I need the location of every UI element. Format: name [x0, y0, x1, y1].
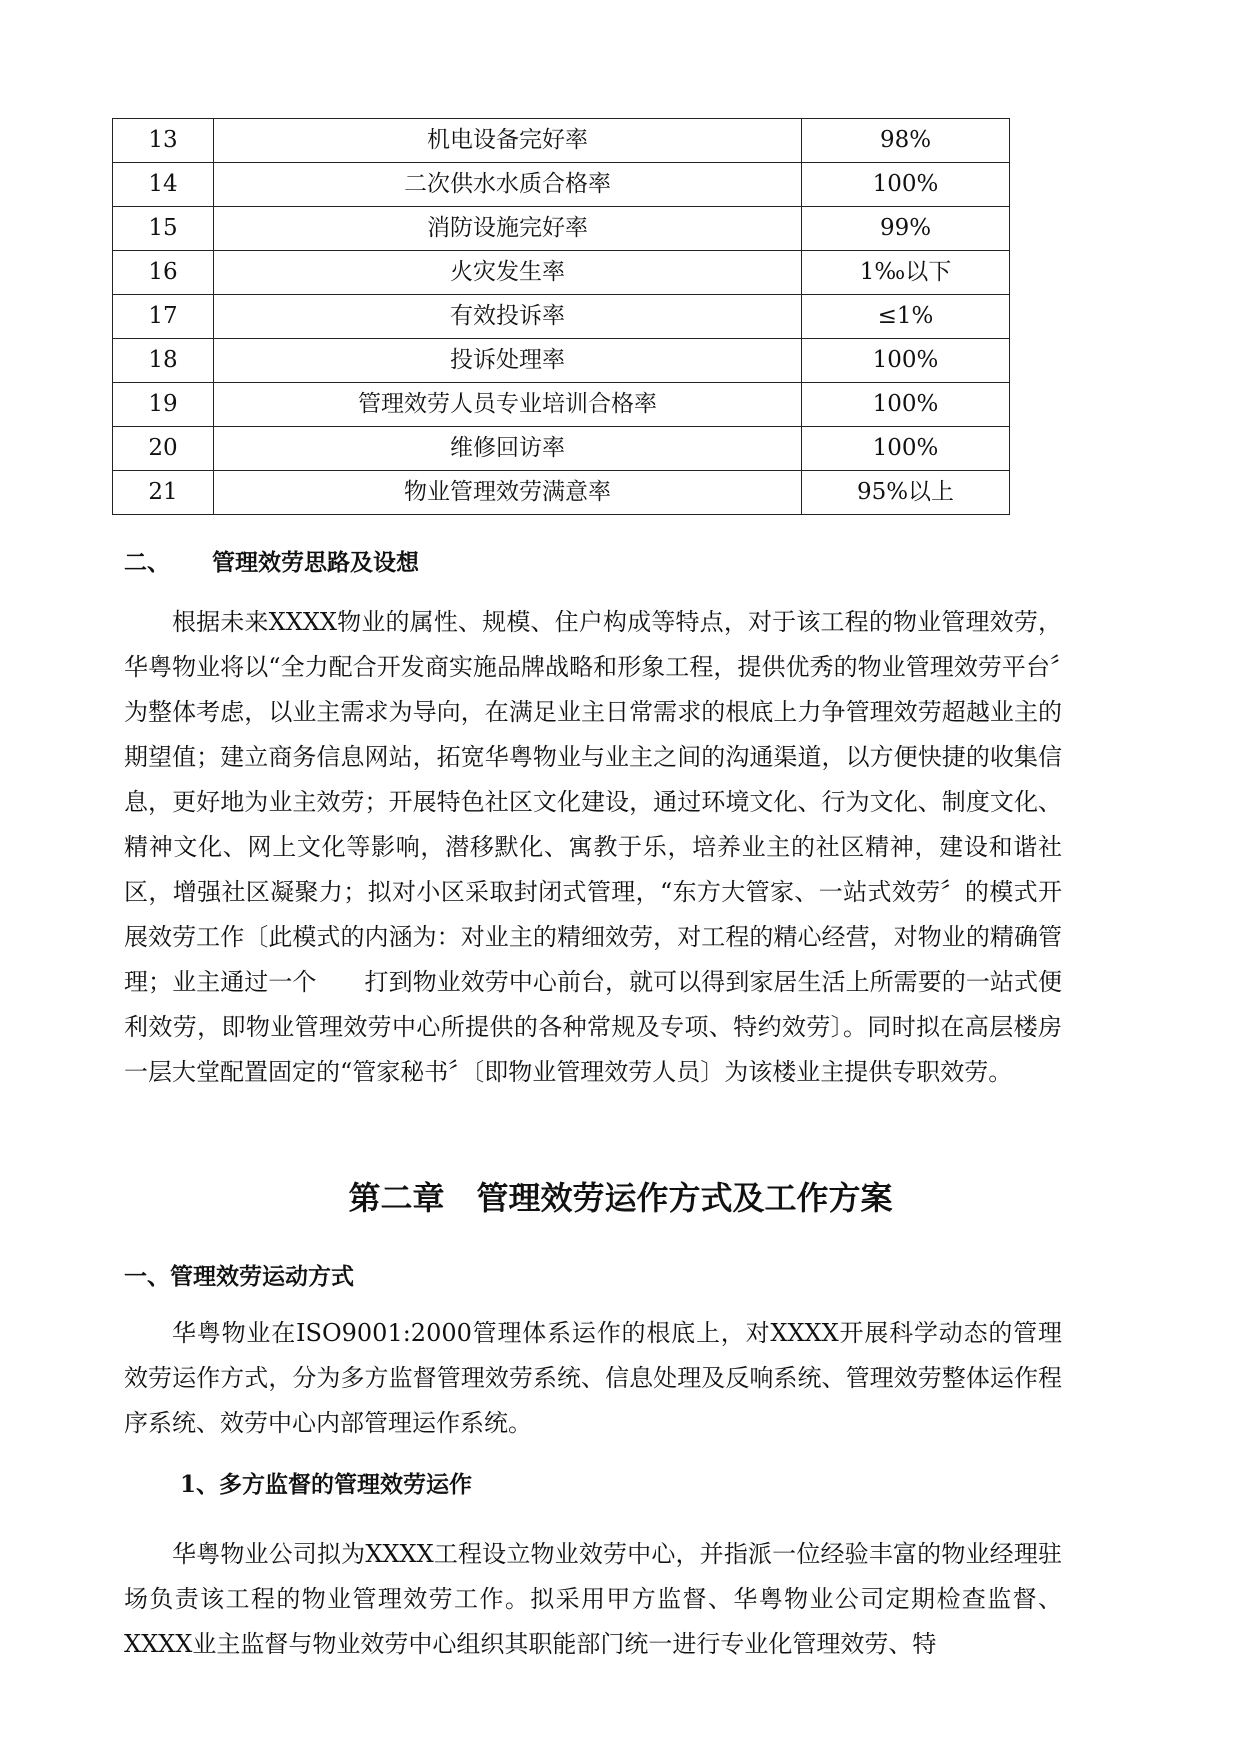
metric-value: 100%: [802, 163, 1010, 207]
row-number: 19: [113, 383, 214, 427]
metric-value: 98%: [802, 119, 1010, 163]
metric-name: 机电设备完好率: [214, 119, 802, 163]
metric-value: 100%: [802, 339, 1010, 383]
table-row: [113, 383, 1010, 427]
metric-value: 99%: [802, 207, 1010, 251]
metric-value: 1‰以下: [802, 251, 1010, 295]
row-number: 18: [113, 339, 214, 383]
table-row: [113, 471, 1010, 515]
section-two-number: 二、: [124, 549, 170, 576]
subsection-one-heading: 1、多方监督的管理效劳运作: [180, 1471, 473, 1498]
metrics-table-body: [113, 119, 1010, 515]
table-row: [113, 163, 1010, 207]
section-one-paragraph: 华粤物业在ISO9001:2000管理体系运作的根底上，对XXXX开展科学动态的管理效劳运作方式，分为多方监督管理效劳系统、信息处理及反响系统、管理效劳整体运作程序系统、效劳中心内部管理运作系统。: [124, 1319, 1062, 1437]
row-number: 20: [113, 427, 214, 471]
row-number: 17: [113, 295, 214, 339]
metric-name: 消防设施完好率: [214, 207, 802, 251]
metric-value: ≤1%: [802, 295, 1010, 339]
row-number: 15: [113, 207, 214, 251]
metric-value: 100%: [802, 427, 1010, 471]
metric-name: 管理效劳人员专业培训合格率: [214, 383, 802, 427]
metric-value: 100%: [802, 383, 1010, 427]
section-one-heading: 一、管理效劳运动方式: [124, 1263, 354, 1290]
section-two-paragraph: 根据未来XXXX物业的属性、规模、住户构成等特点，对于该工程的物业管理效劳，华粤物业将以“全力配合开发商实施品牌战略和形象工程，提供优秀的物业管理效劳平台〞为整体考虑，以业主需求为导向，在满足业主日常需求的根底上力争管理效劳超越业主的期望值；建立商务信息网站，拓宽华粤物业与业主之间的沟通渠道，以方便快捷的收集信息，更好地为业主效劳；开展特色社区文化建设，通过环境文化、行为文化、制度文化、精神文化、网上文化等影响，潜移默化、寓教于乐，培养业主的社区精神，建设和谐社区，增强社区凝聚力；拟对小区采取封闭式管理，“东方大管家、一站式效劳〞的模式开展效劳工作〔此模式的内涵为：对业主的精细效劳，对工程的精心经营，对物业的精确管理；业主通过一个 打到物业效劳中心前台，就可以得到家居生活上所需要的一站式便利效劳，即物业管理效劳中心所提供的各种常规及专项、特约效劳〕。同时拟在高层楼房一层大堂配置固定的“管家秘书〞〔即物业管理效劳人员〕为该楼业主提供专职效劳。: [124, 608, 1062, 1086]
row-number: 13: [113, 119, 214, 163]
metric-name: 维修回访率: [214, 427, 802, 471]
row-number: 21: [113, 471, 214, 515]
table-row: [113, 207, 1010, 251]
metric-name: 物业管理效劳满意率: [214, 471, 802, 515]
metric-name: 投诉处理率: [214, 339, 802, 383]
metric-value: 95%以上: [802, 471, 1010, 515]
table-row: [113, 251, 1010, 295]
service-metrics-table: [112, 118, 1010, 515]
subsection-one-paragraph: 华粤物业公司拟为XXXX工程设立物业效劳中心，并指派一位经验丰富的物业经理驻场负责该工程的物业管理效劳工作。拟采用甲方监督、华粤物业公司定期检查监督、XXXX业主监督与物业效劳中心组织其职能部门统一进行专业化管理效劳、特: [124, 1540, 1062, 1658]
table-row: [113, 295, 1010, 339]
table-row: [113, 119, 1010, 163]
row-number: 14: [113, 163, 214, 207]
chapter-title: 第二章 管理效劳运作方式及工作方案: [348, 1179, 893, 1217]
section-two-title: 管理效劳思路及设想: [212, 549, 419, 576]
row-number: 16: [113, 251, 214, 295]
metric-name: 二次供水水质合格率: [214, 163, 802, 207]
metric-name: 火灾发生率: [214, 251, 802, 295]
table-row: [113, 339, 1010, 383]
section-two-heading: [124, 548, 419, 578]
metric-name: 有效投诉率: [214, 295, 802, 339]
table-row: [113, 427, 1010, 471]
